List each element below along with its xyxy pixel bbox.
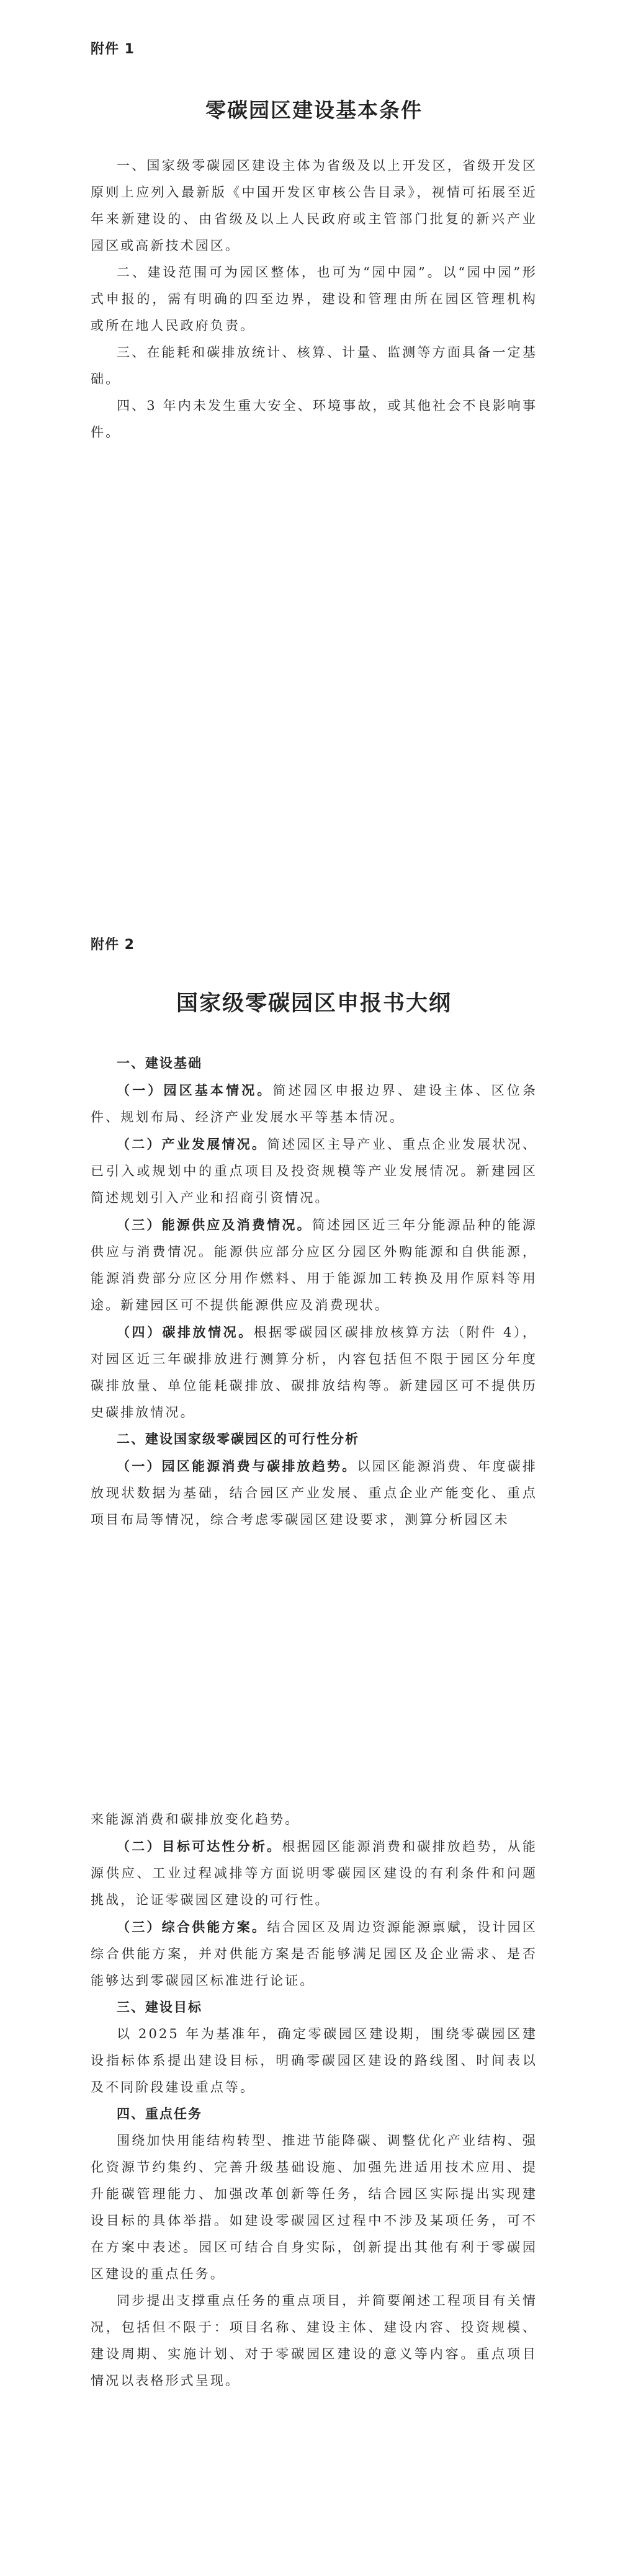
item-lead: （一）园区基本情况。 xyxy=(117,1082,273,1098)
attachment-2-body-page2 xyxy=(91,1806,537,2394)
paragraph: 同步提出支撑重点任务的重点项目，并简要阐述工程项目有关情况，包括但不限于：项目名称、建设主体、建设内容、投资规模、建设周期、实施计划、对于零碳园区建设的意义等内容。重点项目情况以表格形式呈现。 xyxy=(91,2293,537,2388)
list-item xyxy=(91,1319,537,1426)
item-text: 简述园区主导产业、重点企业发展状况、已引入或规划中的重点项目及投资规模等产业发展情况。新建园区简述规划引入产业和招商引资情况。 xyxy=(91,1137,537,1205)
item-lead: （二）目标可达性分析。 xyxy=(117,1838,282,1854)
item-lead: （二）产业发展情况。 xyxy=(117,1136,267,1152)
list-item xyxy=(91,1833,537,1914)
item-text: 简述园区近三年分能源品种的能源供应与消费情况。能源供应部分应区分园区外购能源和自供能源，能源消费部分应区分用作燃料、用于能源加工转换及用作原料等用途。新建园区可不提供能源供应及消费现状。 xyxy=(91,1218,537,1313)
section-heading: 四、重点任务 xyxy=(117,2106,202,2121)
attachment-1-label: 附件 1 xyxy=(91,42,135,57)
attachment-2-title: 国家级零碳园区申报书大纲 xyxy=(176,991,452,1016)
attachment-1-body xyxy=(91,153,537,446)
item-text: 根据园区能源消费和碳排放趋势，从能源供应、工业过程减排等方面说明零碳园区建设的有利条件和问题挑战，论证零碳园区建设的可行性。 xyxy=(91,1839,537,1907)
paragraph-continued: 来能源消费和碳排放变化趋势。 xyxy=(91,1812,300,1827)
item-text: 根据零碳园区碳排放核算方法（附件 4），对园区近三年碳排放进行测算分析，内容包括但不限于园区分年度碳排放量、单位能耗碳排放、碳排放结构等。新建园区可不提供历史碳排放情况。 xyxy=(91,1325,537,1420)
list-item xyxy=(91,1077,537,1131)
section-heading: 三、建设目标 xyxy=(117,2000,202,2015)
item-lead: （三）能源供应及消费情况。 xyxy=(117,1217,312,1232)
item-lead: （三）综合供能方案。 xyxy=(117,1919,267,1935)
paragraph: 四、3 年内未发生重大安全、环境事故，或其他社会不良影响事件。 xyxy=(91,398,537,440)
section-heading: 一、建设基础 xyxy=(117,1056,202,1071)
item-lead: （四）碳排放情况。 xyxy=(117,1324,254,1340)
list-item xyxy=(91,1914,537,1994)
list-item xyxy=(91,1211,537,1319)
paragraph: 围绕加快用能结构转型、推进节能降碳、调整优化产业结构、强化资源节约集约、完善升级基础设施、加强先进适用技术应用、提升能碳管理能力、加强改革创新等任务，结合园区实际提出实现建设目标的具体举措。如建设零碳园区过程中不涉及某项任务，可不在方案中表述。园区可结合自身实际，创新提出其他有利于零碳园区建设的重点任务。 xyxy=(91,2133,537,2281)
paragraph: 二、建设范围可为园区整体，也可为“园中园”。以“园中园”形式申报的，需有明确的四至边界，建设和管理由所在园区管理机构或所在地人民政府负责。 xyxy=(91,265,537,333)
item-text: 以园区能源消费、年度碳排放现状数据为基础，结合园区产业发展、重点企业产能变化、重点项目布局等情况，综合考虑零碳园区建设要求，测算分析园区未 xyxy=(91,1459,537,1527)
section-heading: 二、建设国家级零碳园区的可行性分析 xyxy=(117,1432,359,1446)
attachment-2-body-page1 xyxy=(91,1050,537,1533)
item-lead: （一）园区能源消费与碳排放趋势。 xyxy=(117,1458,357,1474)
attachment-1-title: 零碳园区建设基本条件 xyxy=(205,98,423,122)
paragraph: 以 2025 年为基准年，确定零碳园区建设期，围绕零碳园区建设指标体系提出建设目标，明确零碳园区建设的路线图、时间表以及不同阶段建设重点等。 xyxy=(91,2026,537,2095)
attachment-2-label: 附件 2 xyxy=(91,937,135,953)
item-text: 结合园区及周边资源能源禀赋，设计园区综合供能方案，并对供能方案是否能够满足园区及企业需求、是否能够达到零碳园区标准进行论证。 xyxy=(91,1920,537,1988)
item-text: 简述园区申报边界、建设主体、区位条件、规划布局、经济产业发展水平等基本情况。 xyxy=(91,1083,537,1125)
paragraph: 一、国家级零碳园区建设主体为省级及以上开发区，省级开发区原则上应列入最新版《中国开发区审核公告目录》，视情可拓展至近年来新建设的、由省级及以上人民政府或主管部门批复的新兴产业园区或高新技术园区。 xyxy=(91,158,537,253)
paragraph: 三、在能耗和碳排放统计、核算、计量、监测等方面具备一定基础。 xyxy=(91,345,537,386)
list-item xyxy=(91,1453,537,1533)
list-item xyxy=(91,1131,537,1211)
